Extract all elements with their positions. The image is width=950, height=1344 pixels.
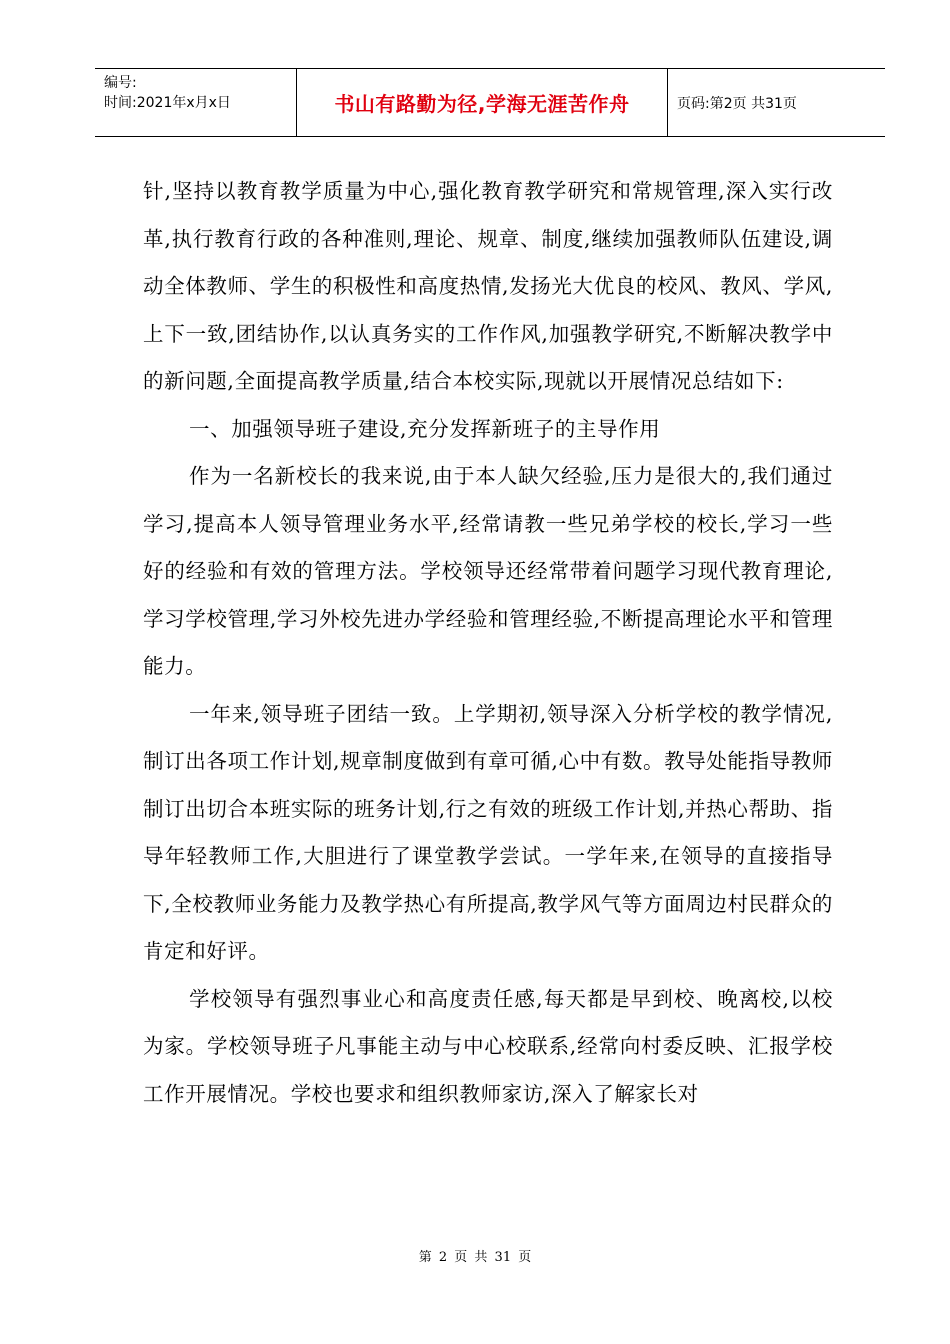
header-page-cell — [668, 69, 885, 136]
paragraph-continued: 针,坚持以教育教学质量为中心,强化教育教学研究和常规管理,深入实行改革,执行教育行政的各种准则,理论、规章、制度,继续加强教师队伍建设,调动全体教师、学生的积极性和高度热情,发扬光大优良的校风、教风、学风,上下一致,团结协作,以认真务实的工作作风,加强教学研究,不断解决教学中的新问题,全面提高教学质量,结合本校实际,现就以开展情况总结如下: — [143, 179, 833, 393]
section-heading: 一、加强领导班子建设,充分发挥新班子的主导作用 — [189, 416, 661, 441]
header-page-info: 页码:第2页 共31页 — [677, 95, 797, 112]
paragraph: 作为一名新校长的我来说,由于本人缺欠经验,压力是很大的,我们通过学习,提高本人领导管理业务水平,经常请教一些兄弟学校的校长,学习一些好的经验和有效的管理方法。学校领导还经常带着问题学习现代教育理论,学习学校管理,学习外校先进办学经验和管理经验,不断提高理论水平和管理能力。 — [143, 464, 833, 678]
paragraph: 一年来,领导班子团结一致。上学期初,领导深入分析学校的教学情况,制订出各项工作计划,规章制度做到有章可循,心中有数。教导处能指导教师制订出切合本班实际的班务计划,行之有效的班级工作计划,并热心帮助、指导年轻教师工作,大胆进行了课堂教学尝试。一学年来,在领导的直接指导下,全校教师业务能力及教学热心有所提高,教学风气等方面周边村民群众的肯定和好评。 — [143, 701, 833, 963]
footer-page-number: 第 2 页 共 31 页 — [418, 1250, 532, 1265]
document-header — [95, 68, 885, 137]
header-meta-cell — [95, 69, 297, 136]
page-footer — [0, 1246, 950, 1265]
header-motto: 书山有路勤为径,学海无涯苦作舟 — [334, 92, 630, 116]
header-motto-cell — [297, 69, 668, 136]
paragraph: 学校领导有强烈事业心和高度责任感,每天都是早到校、晚离校,以校为家。学校领导班子凡事能主动与中心校联系,经常向村委反映、汇报学校工作开展情况。学校也要求和组织教师家访,深入了解家长对 — [143, 986, 833, 1106]
document-body — [143, 168, 833, 1118]
document-time-label: 时间:2021年x月x日 — [104, 95, 231, 111]
document-number-label: 编号: — [104, 75, 137, 91]
